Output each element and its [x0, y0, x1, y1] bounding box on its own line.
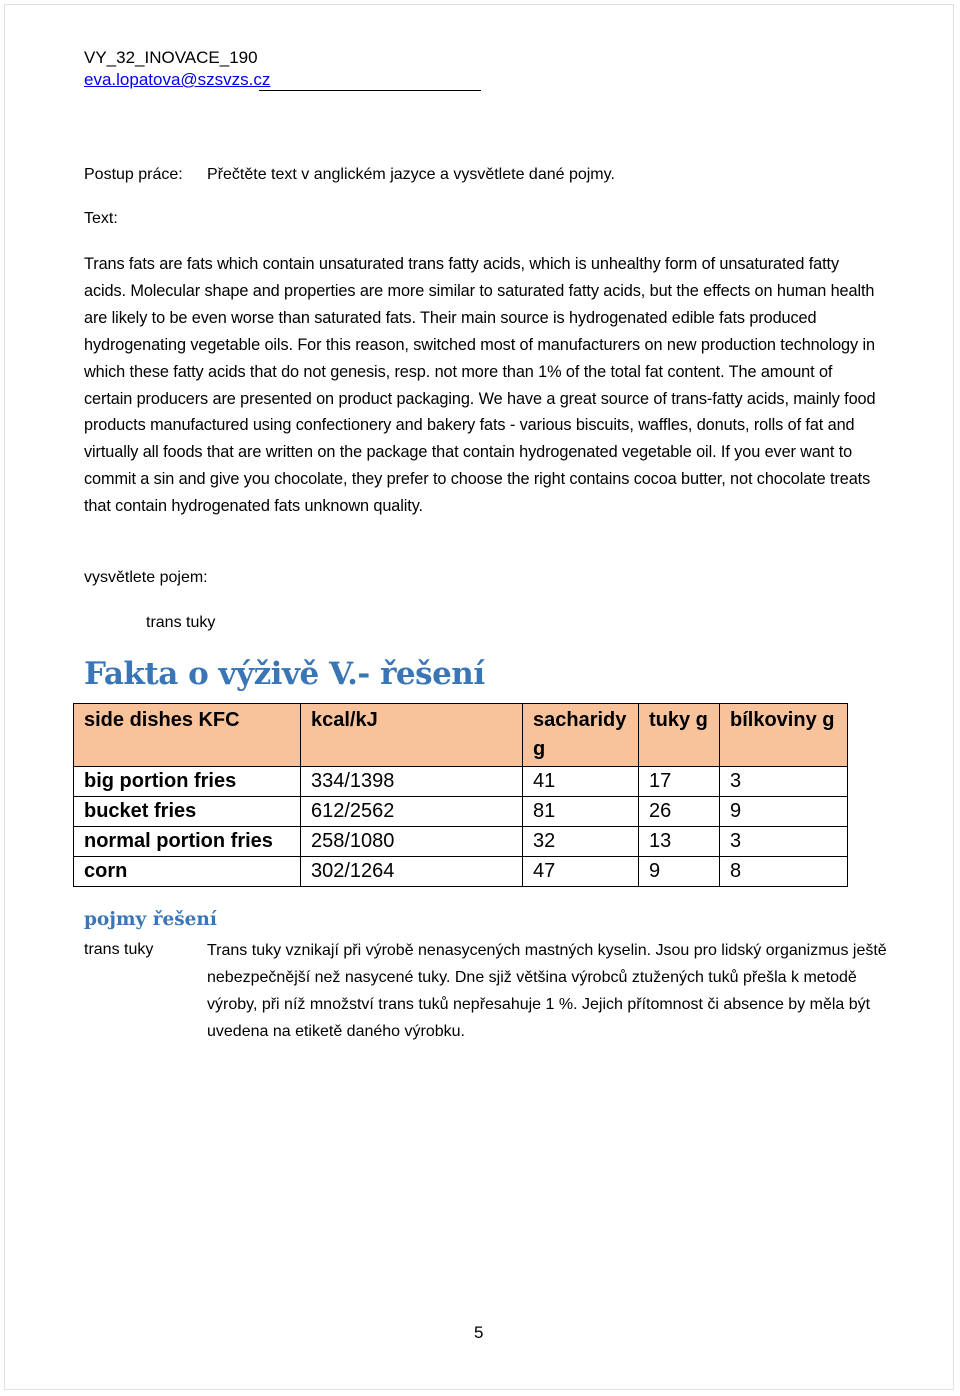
- header-cell: kcal/kJ: [301, 704, 523, 767]
- table-cell: 302/1264: [301, 857, 523, 887]
- header-cell: tuky g: [639, 704, 720, 767]
- table-cell: 3: [720, 767, 848, 797]
- instructions-label: Postup práce:: [84, 166, 183, 183]
- table-cell: 334/1398: [301, 767, 523, 797]
- explain-term: trans tuky: [146, 614, 216, 631]
- document-code: VY_32_INOVACE_190: [84, 48, 258, 67]
- instructions-text: Přečtěte text v anglickém jazyce a vysvětlete dané pojmy.: [207, 166, 615, 183]
- table-cell: 32: [523, 827, 639, 857]
- solutions-heading: pojmy řešení: [84, 909, 217, 930]
- page-border: [4, 4, 954, 1390]
- table-cell: 9: [639, 857, 720, 887]
- table-row: [74, 767, 848, 797]
- table-cell: 612/2562: [301, 797, 523, 827]
- table-header-row: [74, 704, 848, 767]
- header-cell: side dishes KFC: [74, 704, 301, 767]
- table-cell: 41: [523, 767, 639, 797]
- email-underline-rule: [259, 90, 481, 91]
- table-row: [74, 857, 848, 887]
- nutrition-table: [73, 703, 848, 887]
- table-cell: 258/1080: [301, 827, 523, 857]
- table-row: [74, 827, 848, 857]
- english-paragraph: Trans fats are fats which contain unsaturated trans fatty acids, which is unhealthy form of unsaturated fatty acids. Molecular shape and properties are more similar to saturated fatty acids, but the effects on human health are likely to be even worse than saturated fats. Their main source is hydrogenated edible fats produced hydrogenating vegetable oils. For this reason, switched most of manufacturers on new production technology in which these fatty acids that do not genesis, resp. not more than 1% of the total fat content. The amount of certain producers are presented on product packaging. We have a great source of trans-fatty acids, mainly food products manufactured using confectionery and bakery fats - various biscuits, waffles, donuts, rolls of fat and virtually all foods that are written on the package that contain hydrogenated vegetable oil. If you ever want to commit a sin and give you chocolate, they prefer to choose the right contains cocoa butter, not chocolate treats that contain hydrogenated fats unknown quality.: [84, 255, 876, 516]
- text-label: Text:: [84, 210, 118, 227]
- page-number: 5: [474, 1323, 484, 1342]
- solution-definition: Trans tuky vznikají při výrobě nenasycených mastných kyselin. Jsou pro lidský organizmus ještě nebezpečnější než nasycené tuky. Dne sjiž většina výrobců ztužených tuků přešla k metodě výroby, při níž množství trans tuků nepřesahuje 1 %. Jejich přítomnost či absence by měla být uvedena na etiketě daného výrobku.: [207, 942, 887, 1040]
- table-row: [74, 797, 848, 827]
- section-heading: Fakta o výživě V.- řešení: [84, 656, 485, 692]
- header-cell: sacharidy g: [523, 704, 639, 767]
- table-cell: bucket fries: [74, 797, 301, 827]
- table-cell: 3: [720, 827, 848, 857]
- solution-term: trans tuky: [84, 941, 154, 958]
- table-cell: corn: [74, 857, 301, 887]
- table-cell: normal portion fries: [74, 827, 301, 857]
- table-cell: 47: [523, 857, 639, 887]
- table-cell: 17: [639, 767, 720, 797]
- table-cell: 26: [639, 797, 720, 827]
- table-cell: 81: [523, 797, 639, 827]
- header-cell: bílkoviny g: [720, 704, 848, 767]
- author-email-link[interactable]: eva.lopatova@szsvzs.cz: [84, 70, 271, 89]
- document-header: [84, 47, 270, 91]
- table-cell: 13: [639, 827, 720, 857]
- table-cell: 8: [720, 857, 848, 887]
- explain-label: vysvětlete pojem:: [84, 569, 208, 586]
- table-cell: big portion fries: [74, 767, 301, 797]
- table-cell: 9: [720, 797, 848, 827]
